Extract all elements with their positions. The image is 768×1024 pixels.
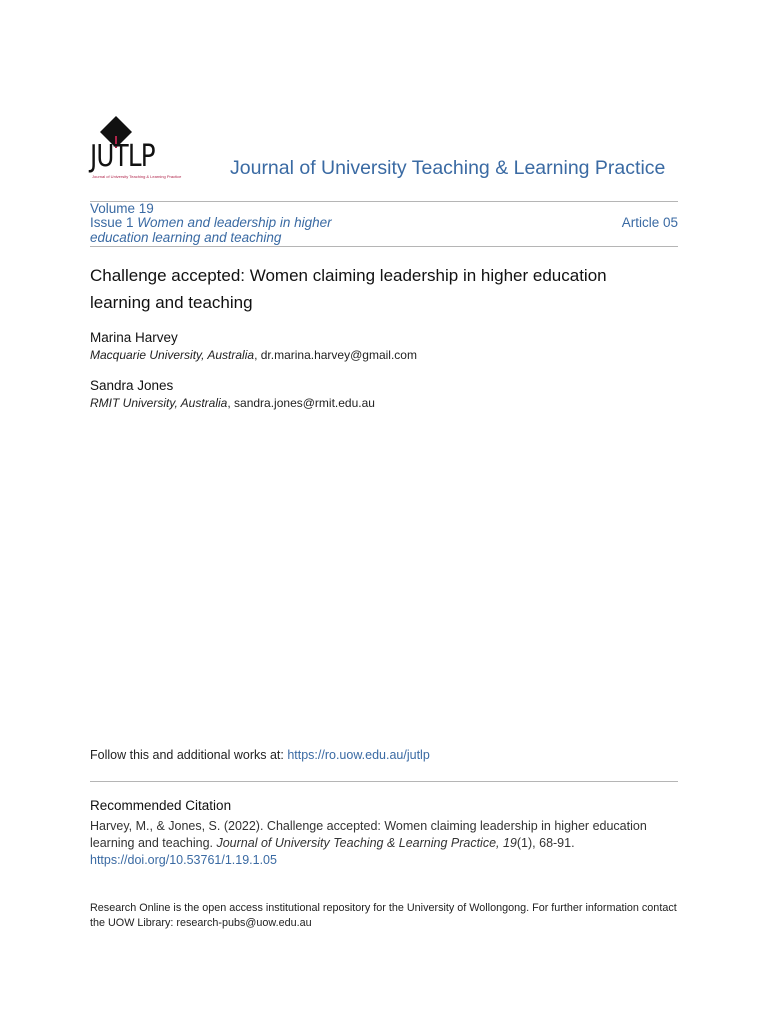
citation-text xyxy=(90,818,670,869)
citation-heading: Recommended Citation xyxy=(90,798,232,813)
article-number-link[interactable]: Article 05 xyxy=(621,215,678,230)
issue-number: Issue 1 xyxy=(90,215,134,230)
follow-text: Follow this and additional works at: xyxy=(90,748,288,762)
author-affiliation-line xyxy=(90,396,375,411)
paper-title: Challenge accepted: Women claiming leadership in higher education learning and teaching xyxy=(90,266,607,312)
author-affiliation: Macquarie University, Australia xyxy=(90,348,255,362)
issue-title-line2: education learning and teaching xyxy=(90,230,282,245)
author-name: Sandra Jones xyxy=(90,378,174,393)
author-email: , sandra.jones@rmit.edu.au xyxy=(227,396,375,410)
follow-line xyxy=(90,748,430,762)
doi-link[interactable]: https://doi.org/10.53761/1.19.1.05 xyxy=(90,853,277,867)
repository-footer: Research Online is the open access institutional repository for the University of Wollongong. For further information contact the UOW Library: research-pubs@uow.edu.au xyxy=(90,902,677,929)
citation-journal: Journal of University Teaching & Learning Practice, 19 xyxy=(216,836,517,850)
volume-link[interactable]: Volume 19 xyxy=(90,201,154,216)
journal-title-link[interactable]: Journal of University Teaching & Learning Practice xyxy=(230,157,666,179)
citation-pages: (1), 68-91. xyxy=(516,836,575,850)
repository-link[interactable]: https://ro.uow.edu.au/jutlp xyxy=(287,748,430,762)
author-block xyxy=(90,330,417,363)
logo-wordmark: JUTLP xyxy=(90,139,155,174)
logo-tagline: Journal of University Teaching & Learning Practice xyxy=(92,174,182,179)
author-affiliation-line xyxy=(90,348,417,363)
top-divider xyxy=(90,201,678,202)
issue-link[interactable] xyxy=(90,215,360,245)
author-block xyxy=(90,378,375,411)
header-divider xyxy=(90,246,678,247)
issue-title-line1: Women and leadership in higher xyxy=(137,215,332,230)
citation-divider xyxy=(90,781,678,782)
author-affiliation: RMIT University, Australia xyxy=(90,396,228,410)
author-email: , dr.marina.harvey@gmail.com xyxy=(254,348,417,362)
citation-authors-title: Harvey, M., & Jones, S. (2022). Challenge accepted: Women claiming leadership in higher education learning and teaching. xyxy=(90,819,647,850)
journal-logo xyxy=(90,108,182,182)
author-name: Marina Harvey xyxy=(90,330,178,345)
